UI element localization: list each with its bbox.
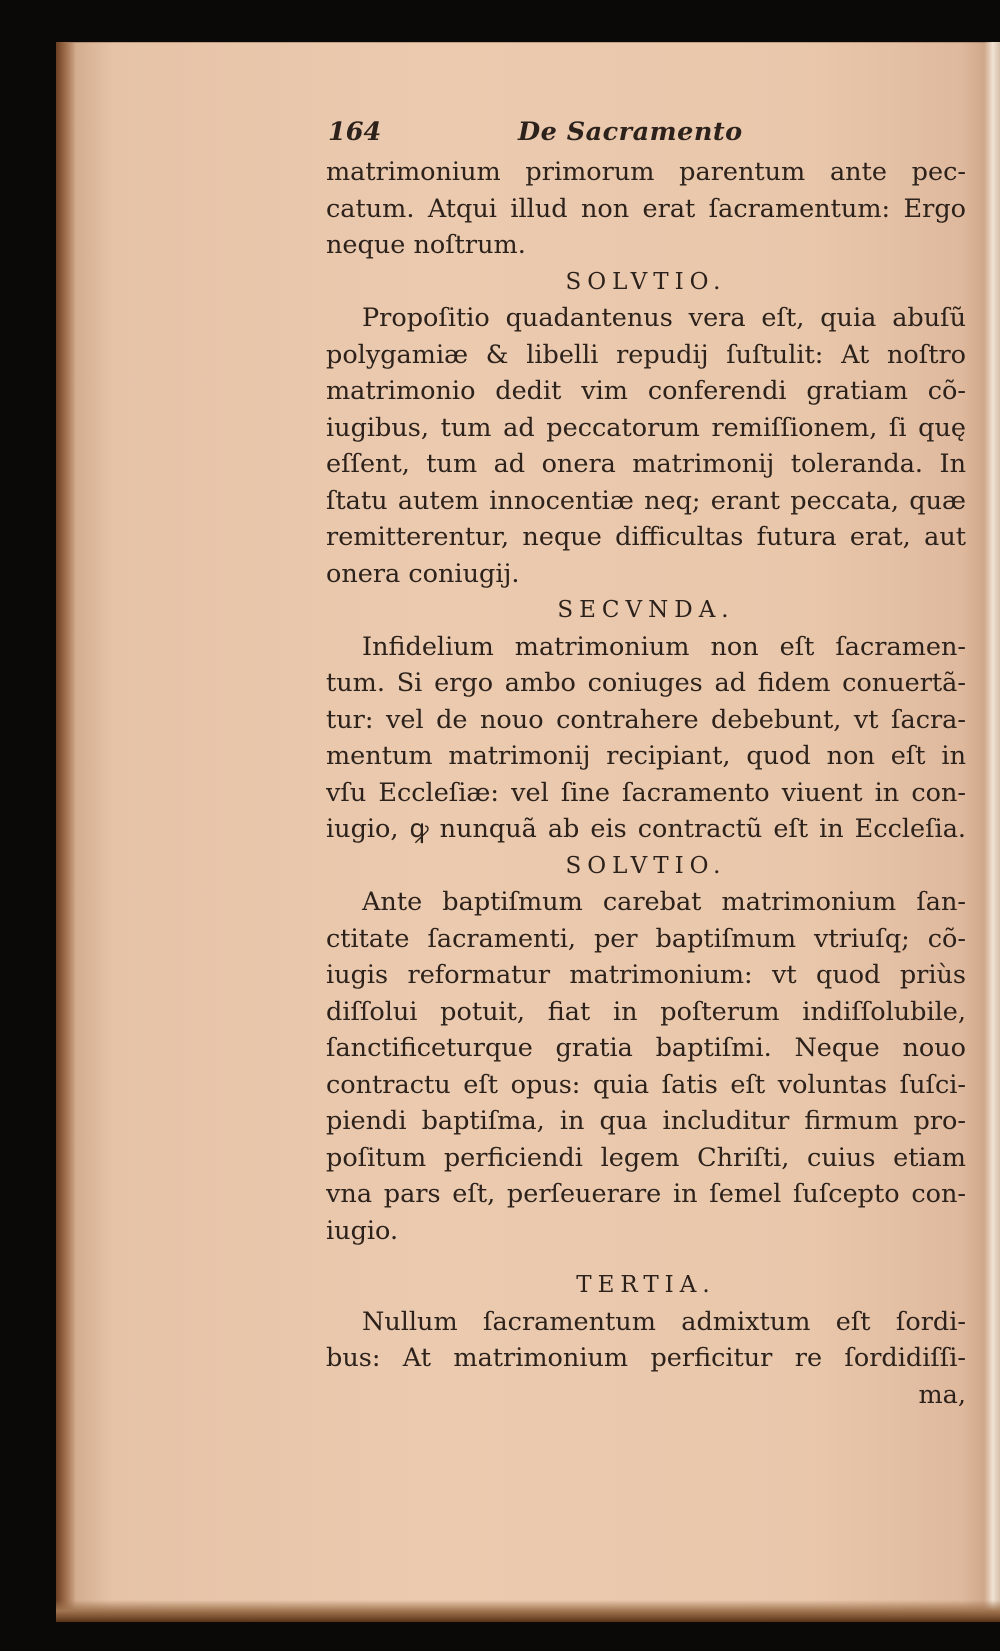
text-line: neque noſtrum. <box>326 230 526 260</box>
paragraph-5 <box>326 1304 966 1377</box>
text-line: Propoſitio quadantenus vera eſt, quia abuſũ <box>362 303 966 333</box>
text-line: matrimonio dedit vim conferendi gratiam cõ- <box>326 376 966 406</box>
text-line: vſu Eccleſiæ: vel ſine ſacramento viuent in con- <box>326 777 966 808</box>
section-heading-tertia: TERTIA. <box>576 1272 716 1298</box>
text-line: iugibus, tum ad peccatorum remiſſionem, ſi quę <box>326 412 966 443</box>
text-line: catum. Atqui illud non erat ſacramentum: Ergo <box>326 193 966 224</box>
book-page <box>56 42 1000 1622</box>
text-line: piendi baptiſma, in qua includitur firmum pro- <box>326 1106 966 1136</box>
section-heading-solutio-2: SOLVTIO. <box>565 852 727 879</box>
spacer <box>326 1249 966 1267</box>
text-line: ſanctificeturque gratia baptiſmi. Neque nouo <box>326 1033 966 1063</box>
text-line: onera coniugij. <box>326 558 520 589</box>
text-line: matrimonium primorum parentum ante pec- <box>326 157 966 187</box>
text-line: vna pars eſt, perſeuerare in ſemel ſuſcepto con- <box>326 1179 966 1209</box>
paragraph-2 <box>326 300 966 592</box>
page-number: 164 <box>328 117 382 147</box>
text-line: ſtatu autem innocentiæ neq; erant peccata, quæ <box>326 485 966 516</box>
page-bottom-edge <box>56 1600 1000 1622</box>
paragraph-3 <box>326 629 966 848</box>
text-line: iugio. <box>326 1215 399 1246</box>
paragraph-4 <box>326 884 966 1249</box>
page-edge-highlight <box>984 42 1000 1622</box>
text-line: iugis reformatur matrimonium: vt quod priùs <box>326 960 966 990</box>
text-line: ctitate ſacramenti, per baptiſmum vtriuſq; cõ- <box>326 923 966 954</box>
running-head <box>326 114 966 150</box>
text-line: bus: At matrimonium perficitur re ſordidiſſi- <box>326 1343 966 1373</box>
text-line: mentum matrimonij recipiant, quod non eſt in <box>326 741 966 771</box>
paragraph-1 <box>326 154 966 264</box>
text-line: diſſolui potuit, fiat in poſterum indiſſolubile, <box>326 996 966 1027</box>
text-line: remitterentur, neque difficultas futura erat, aut <box>326 522 966 552</box>
text-line: polygamiæ & libelli repudij ſuſtulit: At noſtro <box>326 339 966 370</box>
text-line: tur: vel de nouo contrahere debebunt, vt ſacra- <box>326 704 966 735</box>
text-line: contractu eſt opus: quia ſatis eſt voluntas ſuſci- <box>326 1069 966 1100</box>
text-block <box>326 114 966 1413</box>
catchword: ma, <box>918 1379 966 1410</box>
section-heading-secunda: SECVNDA. <box>557 597 735 623</box>
text-line: tum. Si ergo ambo coniuges ad fidem conuertã- <box>326 668 966 698</box>
text-line: Infidelium matrimonium non eſt ſacramen- <box>362 631 966 662</box>
text-line: iugio, ꝙ nunquã ab eis contractũ eſt in Eccleſia. <box>326 814 966 844</box>
text-line: poſitum perficiendi legem Chriſti, cuius etiam <box>326 1142 966 1173</box>
text-line: eſſent, tum ad onera matrimonij toleranda. In <box>326 449 966 479</box>
binding-shadow <box>56 42 76 1622</box>
text-line: Ante baptiſmum carebat matrimonium ſan- <box>362 887 966 917</box>
running-title: De Sacramento <box>518 117 743 147</box>
text-line: Nullum ſacramentum admixtum eſt ſordi- <box>362 1306 966 1337</box>
section-heading-solutio: SOLVTIO. <box>565 268 727 295</box>
